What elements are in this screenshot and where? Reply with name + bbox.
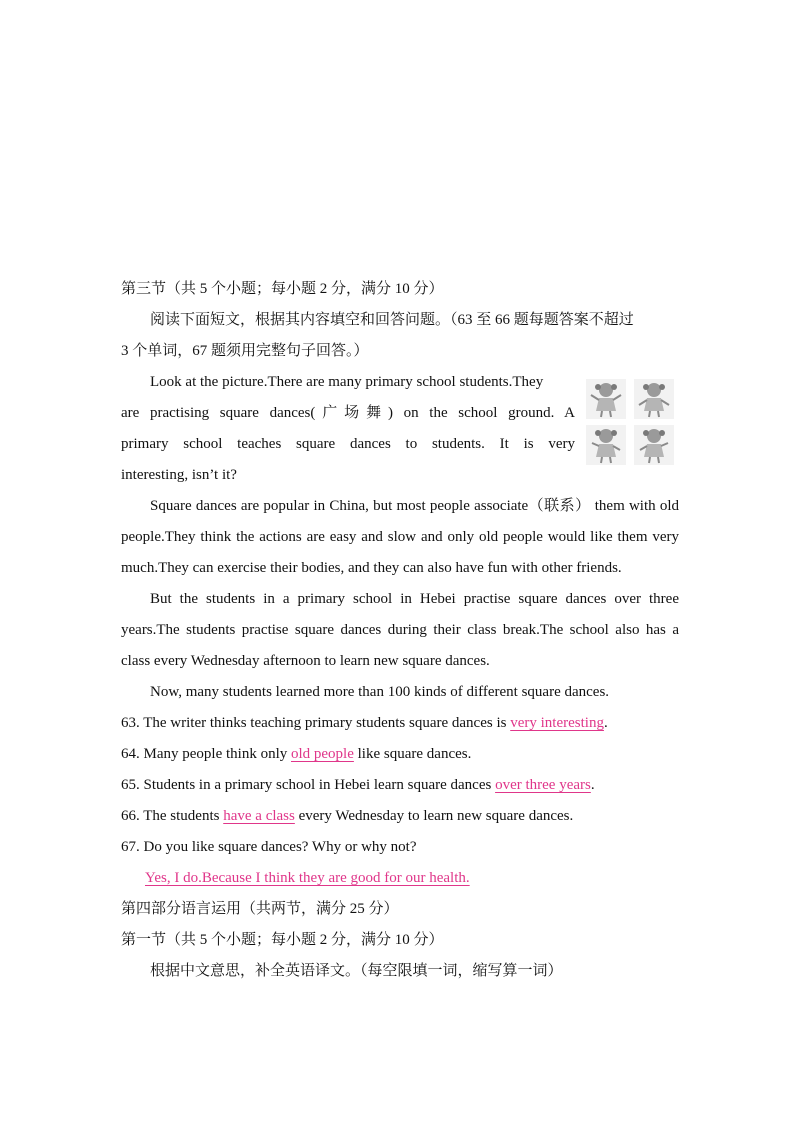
passage-p4: Now, many students learned more than 100 kinds of different square dances. [150, 684, 610, 700]
dancing-girl-icon [585, 425, 627, 465]
passage-p3: But the students in a primary school in Hebei practise square dances over three years.The students practise square dances during their class break.The school also has a class every Wednesday afternoon to learn new square dances. [121, 591, 679, 669]
passage-p1-line4: interesting, isn’t it? [121, 467, 237, 483]
dancing-girl-icon [633, 425, 675, 465]
passage-with-picture [121, 367, 679, 491]
section3-instruction-1: 阅读下面短文，根据其内容填空和回答问题。（63 至 66 题每题答案不超过 [150, 312, 634, 328]
part4-section1-instruction: 根据中文意思，补全英语译文。（每空限填一词，缩写算一词） [150, 963, 563, 979]
question-64-text: 64. Many people think only [121, 746, 291, 762]
question-67-text: 67. Do you like square dances? Why or why not? [121, 839, 417, 855]
answer-67-text: Yes, I do.Because I think they are good for our health. [145, 870, 470, 886]
part4-heading: 第四部分语言运用（共两节，满分 25 分） [121, 901, 399, 917]
section3-instruction-2: 3 个单词，67 题须用完整句子回答。） [121, 343, 369, 359]
question-64-answer: old people [290, 746, 354, 762]
question-63-answer: very interesting [510, 715, 604, 731]
passage-p2: Square dances are popular in China, but most people associate（联系） them with old people.They think the actions are easy and slow and only old people would like them very much.They can exercise their bodies, and they can also have fun with other friends. [121, 498, 679, 576]
question-66-answer: have a class [223, 808, 295, 824]
passage-p1-line2: are practising square dances(广场舞) on the school ground. A [121, 405, 575, 421]
answer-67 [121, 863, 679, 894]
question-63 [121, 708, 679, 739]
question-65 [121, 770, 679, 801]
document-page [121, 274, 679, 987]
question-66-tail: every Wednesday to learn new square dances. [294, 808, 574, 824]
question-67 [121, 832, 679, 863]
question-65-tail: . [590, 777, 595, 793]
question-66-text: 66. The students [121, 808, 224, 824]
question-63-tail: . [603, 715, 608, 731]
question-65-answer: over three years [495, 777, 591, 793]
question-64-tail: like square dances. [353, 746, 472, 762]
question-64 [121, 739, 679, 770]
question-63-text: 63. The writer thinks teaching primary students square dances is [121, 715, 511, 731]
passage-p1-line1: Look at the picture.There are many primary school students.They [150, 374, 544, 390]
square-dance-picture [585, 379, 675, 465]
part4-section1-heading: 第一节（共 5 个小题；每小题 2 分，满分 10 分） [121, 932, 444, 948]
dancing-girl-icon [633, 379, 675, 419]
section3-heading: 第三节（共 5 个小题；每小题 2 分，满分 10 分） [121, 281, 444, 297]
dancing-girl-icon [585, 379, 627, 419]
question-66 [121, 801, 679, 832]
question-65-text: 65. Students in a primary school in Hebei learn square dances [121, 777, 496, 793]
passage-p1-line3: primary school teaches square dances to students. It is very [121, 436, 575, 452]
